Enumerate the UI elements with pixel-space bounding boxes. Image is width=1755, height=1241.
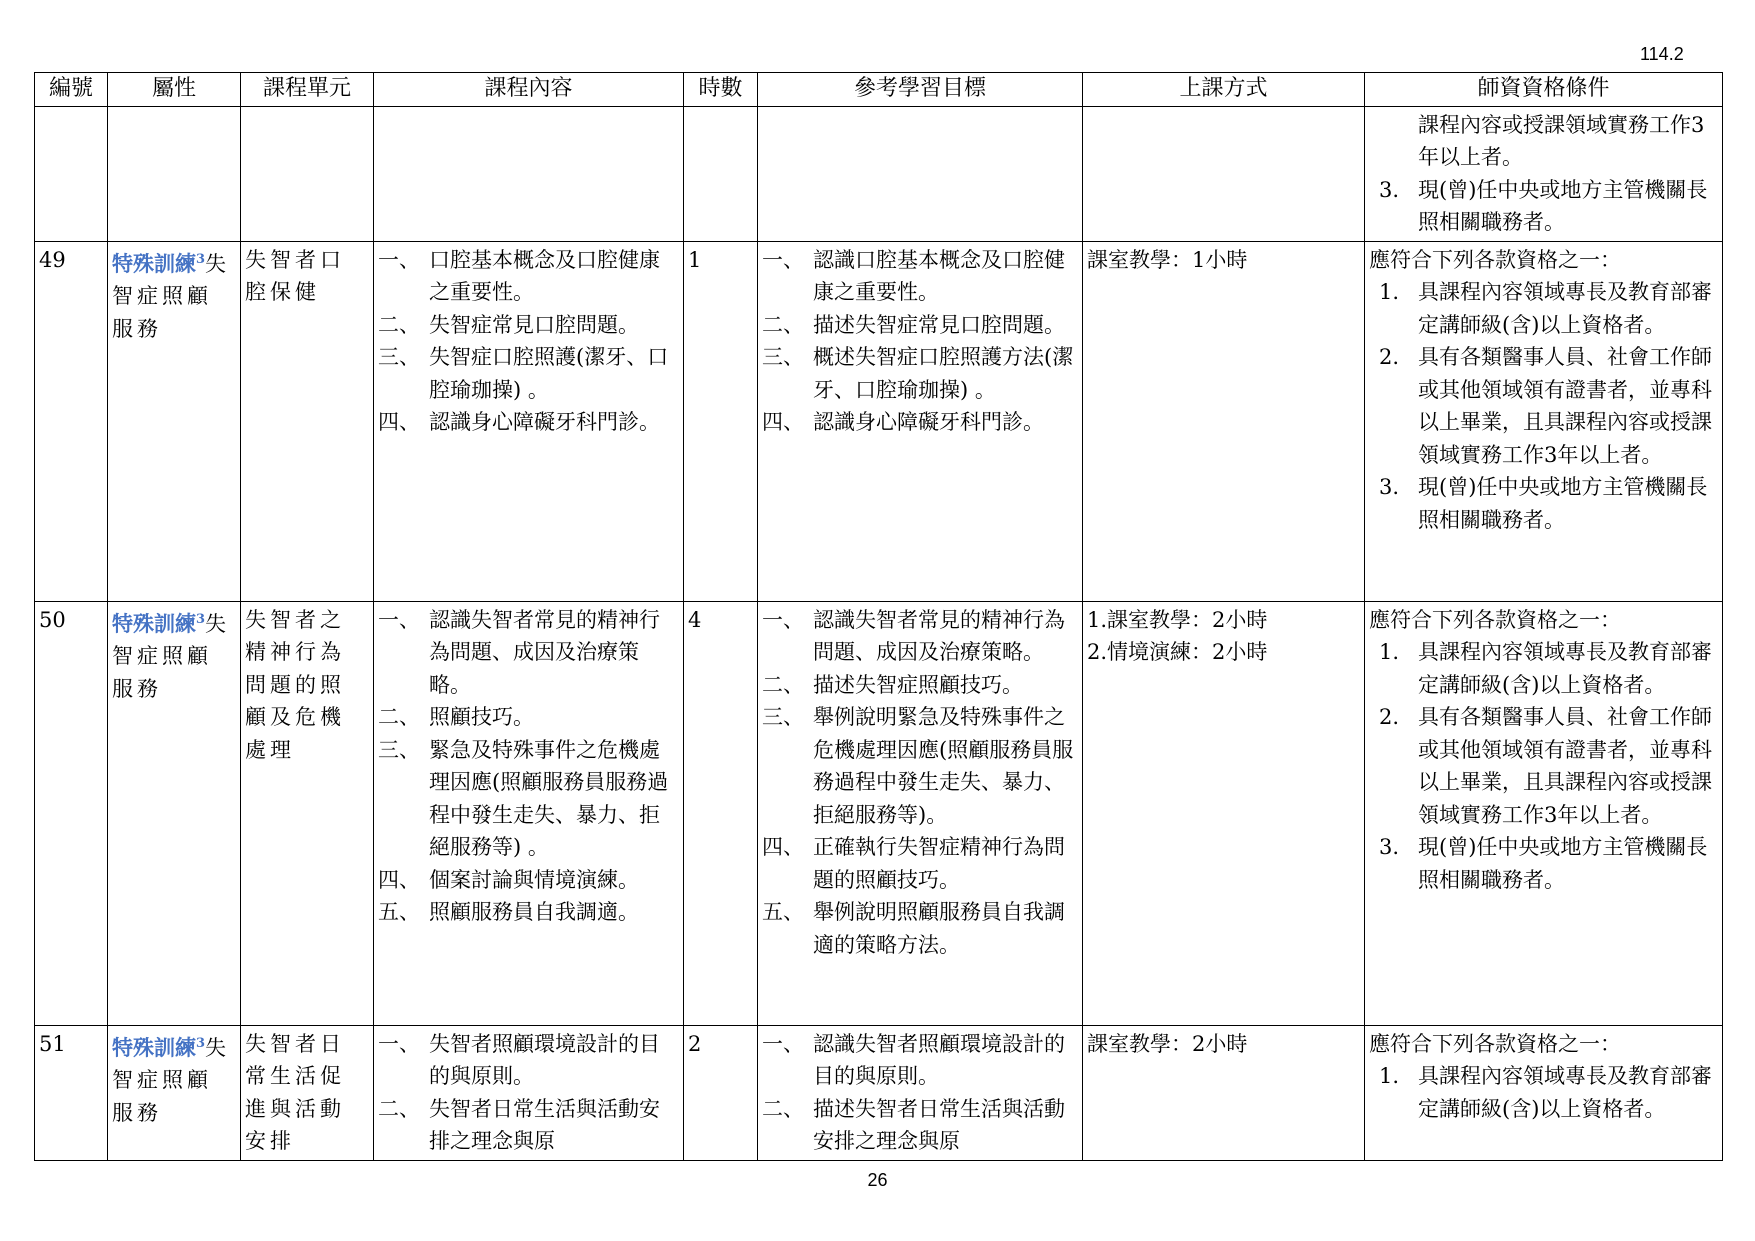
list-marker: 三、 bbox=[762, 345, 804, 369]
list-marker: 2. bbox=[1379, 345, 1400, 369]
method-line: 課室教學：1小時 bbox=[1087, 247, 1248, 272]
list-text: 失智症口腔照護(潔牙、口腔瑜珈操) 。 bbox=[429, 345, 669, 402]
header-cell: 時數 bbox=[684, 73, 758, 107]
list-item bbox=[378, 1093, 679, 1158]
list-marker: 四、 bbox=[762, 835, 804, 859]
footnote-ref: 3 bbox=[196, 251, 206, 267]
attribute-text: 失智症照顧服務 bbox=[112, 1035, 231, 1125]
list-marker: 一、 bbox=[378, 1031, 420, 1056]
list-marker: 一、 bbox=[378, 607, 420, 632]
list-item bbox=[762, 406, 1078, 439]
footnote-ref: 3 bbox=[196, 611, 206, 627]
list-marker bbox=[1369, 109, 1418, 174]
list-item bbox=[378, 701, 679, 734]
list-item bbox=[378, 604, 679, 702]
table-row bbox=[35, 241, 1723, 601]
method-line: 課室教學：2小時 bbox=[1087, 1031, 1248, 1056]
list-marker: 五、 bbox=[762, 900, 804, 924]
header-cell: 課程內容 bbox=[374, 73, 684, 107]
attribute-tag-text: 特殊訓練 bbox=[112, 610, 196, 636]
list-text: 描述失智者日常生活與活動安排之理念與原 bbox=[813, 1096, 1065, 1153]
table-cell bbox=[1083, 106, 1365, 241]
list-item bbox=[378, 244, 679, 309]
list-item bbox=[762, 669, 1078, 702]
list-marker: 3. bbox=[1379, 177, 1400, 202]
list-text: 認識口腔基本概念及口腔健康之重要性。 bbox=[813, 247, 1065, 304]
list-item bbox=[762, 341, 1078, 406]
list-item bbox=[1369, 1060, 1718, 1125]
list-item bbox=[1369, 276, 1718, 341]
list-marker: 四、 bbox=[378, 410, 420, 434]
page-number: 26 bbox=[867, 1170, 888, 1190]
list-marker: 1. bbox=[1379, 280, 1400, 304]
list-text: 現(曾)任中央或地方主管機關長照相關職務者。 bbox=[1418, 475, 1708, 532]
list-item bbox=[762, 244, 1078, 309]
list-marker: 一、 bbox=[762, 1031, 804, 1056]
table-cell bbox=[35, 106, 108, 241]
unit-cell: 失智者日常生活促進與活動安排 bbox=[241, 1025, 374, 1160]
list-marker: 二、 bbox=[378, 705, 420, 729]
list-item bbox=[1369, 341, 1718, 471]
list-marker: 1. bbox=[1379, 1064, 1400, 1088]
list-item bbox=[1369, 174, 1718, 239]
list-item bbox=[762, 604, 1078, 669]
row-id: 49 bbox=[35, 241, 108, 601]
list-marker: 1. bbox=[1379, 640, 1400, 664]
table-cell bbox=[108, 106, 241, 241]
list-item bbox=[1369, 109, 1718, 174]
content-cell bbox=[374, 601, 684, 1025]
list-text: 描述失智症照顧技巧。 bbox=[813, 672, 1023, 697]
list-text: 現(曾)任中央或地方主管機關長照相關職務者。 bbox=[1418, 177, 1708, 234]
list-text: 具有各類醫事人員、社會工作師或其他領域領有證書者，並專科以上畢業，且具課程內容或授課領域實務工作3年以上者。 bbox=[1418, 705, 1712, 827]
attribute-text: 失智症照顧服務 bbox=[112, 251, 231, 341]
document-version: 114.2 bbox=[1640, 44, 1684, 64]
list-text: 具課程內容領域專長及教育部審定講師級(含)以上資格者。 bbox=[1418, 640, 1712, 697]
list-text: 具課程內容領域專長及教育部審定講師級(含)以上資格者。 bbox=[1418, 1064, 1712, 1121]
list-marker: 四、 bbox=[378, 867, 420, 892]
list-item bbox=[378, 309, 679, 342]
list-item bbox=[1369, 831, 1718, 896]
list-marker: 一、 bbox=[762, 247, 804, 272]
table-cell bbox=[374, 106, 684, 241]
list-item bbox=[762, 831, 1078, 896]
method-cell bbox=[1083, 601, 1365, 1025]
list-text: 照顧服務員自我調適。 bbox=[429, 900, 639, 924]
list-item bbox=[762, 1028, 1078, 1093]
footnote-ref: 3 bbox=[196, 1035, 206, 1051]
list-text: 失智者日常生活與活動安排之理念與原 bbox=[429, 1096, 660, 1153]
attribute-cell bbox=[108, 1025, 241, 1160]
list-item bbox=[1369, 471, 1718, 536]
unit-cell: 失智者之精神行為問題的照顧及危機處理 bbox=[241, 601, 374, 1025]
course-table bbox=[34, 72, 1723, 1161]
list-text: 照顧技巧。 bbox=[429, 705, 534, 729]
list-marker: 一、 bbox=[762, 607, 804, 632]
list-text: 認識失智者常見的精神行為問題、成因及治療策略。 bbox=[429, 607, 660, 697]
list-item bbox=[378, 734, 679, 864]
list-text: 認識失智者照顧環境設計的目的與原則。 bbox=[813, 1031, 1065, 1088]
list-text: 概述失智症口腔照護方法(潔牙、口腔瑜珈操) 。 bbox=[813, 345, 1074, 402]
content-cell bbox=[374, 1025, 684, 1160]
list-item bbox=[378, 341, 679, 406]
list-marker: 五、 bbox=[378, 900, 420, 924]
list-text: 現(曾)任中央或地方主管機關長照相關職務者。 bbox=[1418, 835, 1708, 892]
list-text: 口腔基本概念及口腔健康之重要性。 bbox=[429, 247, 660, 304]
list-marker: 三、 bbox=[378, 737, 420, 762]
list-text: 失智者照顧環境設計的目的與原則。 bbox=[429, 1031, 660, 1088]
objectives-cell bbox=[758, 1025, 1083, 1160]
list-text: 具課程內容領域專長及教育部審定講師級(含)以上資格者。 bbox=[1418, 280, 1712, 337]
method-cell bbox=[1083, 1025, 1365, 1160]
list-marker: 二、 bbox=[762, 672, 804, 697]
list-item bbox=[1369, 701, 1718, 831]
list-text: 緊急及特殊事件之危機處理因應(照顧服務員服務過程中發生走失、暴力、拒絕服務等) 。 bbox=[429, 737, 669, 859]
table-cell bbox=[684, 106, 758, 241]
list-marker: 二、 bbox=[762, 1096, 804, 1121]
header-cell: 編號 bbox=[35, 73, 108, 107]
list-text: 正確執行失智症精神行為問題的照顧技巧。 bbox=[813, 835, 1065, 892]
list-marker: 四、 bbox=[762, 410, 804, 434]
list-marker: 三、 bbox=[762, 705, 804, 729]
list-text: 認識身心障礙牙科門診。 bbox=[429, 410, 660, 434]
hours-cell: 1 bbox=[684, 241, 758, 601]
hours-cell: 4 bbox=[684, 601, 758, 1025]
attribute-tag-text: 特殊訓練 bbox=[112, 250, 196, 276]
table-cell bbox=[241, 106, 374, 241]
row-id: 51 bbox=[35, 1025, 108, 1160]
list-marker: 2. bbox=[1379, 705, 1400, 729]
qualification-cell bbox=[1365, 1025, 1723, 1160]
table-row bbox=[35, 601, 1723, 1025]
attribute-text: 失智症照顧服務 bbox=[112, 611, 231, 701]
list-text: 課程內容或授課領域實務工作3年以上者。 bbox=[1418, 112, 1705, 169]
header-cell: 參考學習目標 bbox=[758, 73, 1083, 107]
list-text: 具有各類醫事人員、社會工作師或其他領域領有證書者，並專科以上畢業，且具課程內容或授課領域實務工作3年以上者。 bbox=[1418, 345, 1712, 467]
table-row bbox=[35, 1025, 1723, 1160]
qualification-intro: 應符合下列各款資格之一： bbox=[1369, 1031, 1621, 1056]
list-marker: 一、 bbox=[378, 247, 420, 272]
qualification-cell bbox=[1365, 241, 1723, 601]
list-item bbox=[1369, 636, 1718, 701]
list-text: 舉例說明照顧服務員自我調適的策略方法。 bbox=[813, 900, 1065, 957]
hours-cell: 2 bbox=[684, 1025, 758, 1160]
objectives-cell bbox=[758, 241, 1083, 601]
method-cell bbox=[1083, 241, 1365, 601]
list-text: 舉例說明緊急及特殊事件之危機處理因應(照顧服務員服務過程中發生走失、暴力、拒絕服務等)。 bbox=[813, 705, 1074, 827]
list-text: 認識失智者常見的精神行為問題、成因及治療策略。 bbox=[813, 607, 1065, 664]
attribute-tag-text: 特殊訓練 bbox=[112, 1034, 196, 1060]
list-text: 認識身心障礙牙科門診。 bbox=[813, 410, 1044, 434]
header-row bbox=[35, 73, 1723, 107]
header-cell: 上課方式 bbox=[1083, 73, 1365, 107]
list-marker: 二、 bbox=[378, 1096, 420, 1121]
attribute-cell bbox=[108, 601, 241, 1025]
list-marker: 3. bbox=[1379, 835, 1400, 859]
row-id: 50 bbox=[35, 601, 108, 1025]
list-item bbox=[378, 1028, 679, 1093]
method-line: 2.情境演練：2小時 bbox=[1087, 640, 1268, 664]
list-item bbox=[378, 864, 679, 897]
header-cell: 課程單元 bbox=[241, 73, 374, 107]
content-cell bbox=[374, 241, 684, 601]
list-item bbox=[762, 1093, 1078, 1158]
attribute-tag bbox=[112, 1035, 205, 1060]
list-item bbox=[762, 309, 1078, 342]
qualification-intro: 應符合下列各款資格之一： bbox=[1369, 247, 1621, 272]
table-cell bbox=[758, 106, 1083, 241]
continued-row bbox=[35, 106, 1723, 241]
list-marker: 三、 bbox=[378, 345, 420, 369]
list-item bbox=[762, 896, 1078, 961]
list-text: 描述失智症常見口腔問題。 bbox=[813, 312, 1065, 337]
list-marker: 3. bbox=[1379, 475, 1400, 499]
qualification-intro: 應符合下列各款資格之一： bbox=[1369, 607, 1621, 632]
attribute-cell bbox=[108, 241, 241, 601]
qualification-cell bbox=[1365, 106, 1723, 241]
list-item bbox=[378, 896, 679, 929]
list-item bbox=[762, 701, 1078, 831]
method-line: 1.課室教學：2小時 bbox=[1087, 607, 1268, 632]
attribute-tag bbox=[112, 251, 205, 276]
unit-cell: 失智者口腔保健 bbox=[241, 241, 374, 601]
header-cell: 師資資格條件 bbox=[1365, 73, 1723, 107]
qualification-cell bbox=[1365, 601, 1723, 1025]
header-cell: 屬性 bbox=[108, 73, 241, 107]
objectives-cell bbox=[758, 601, 1083, 1025]
list-marker: 二、 bbox=[762, 312, 804, 337]
list-text: 失智症常見口腔問題。 bbox=[429, 312, 639, 337]
list-marker: 二、 bbox=[378, 312, 420, 337]
list-text: 個案討論與情境演練。 bbox=[429, 867, 639, 892]
attribute-tag bbox=[112, 611, 205, 636]
list-item bbox=[378, 406, 679, 439]
